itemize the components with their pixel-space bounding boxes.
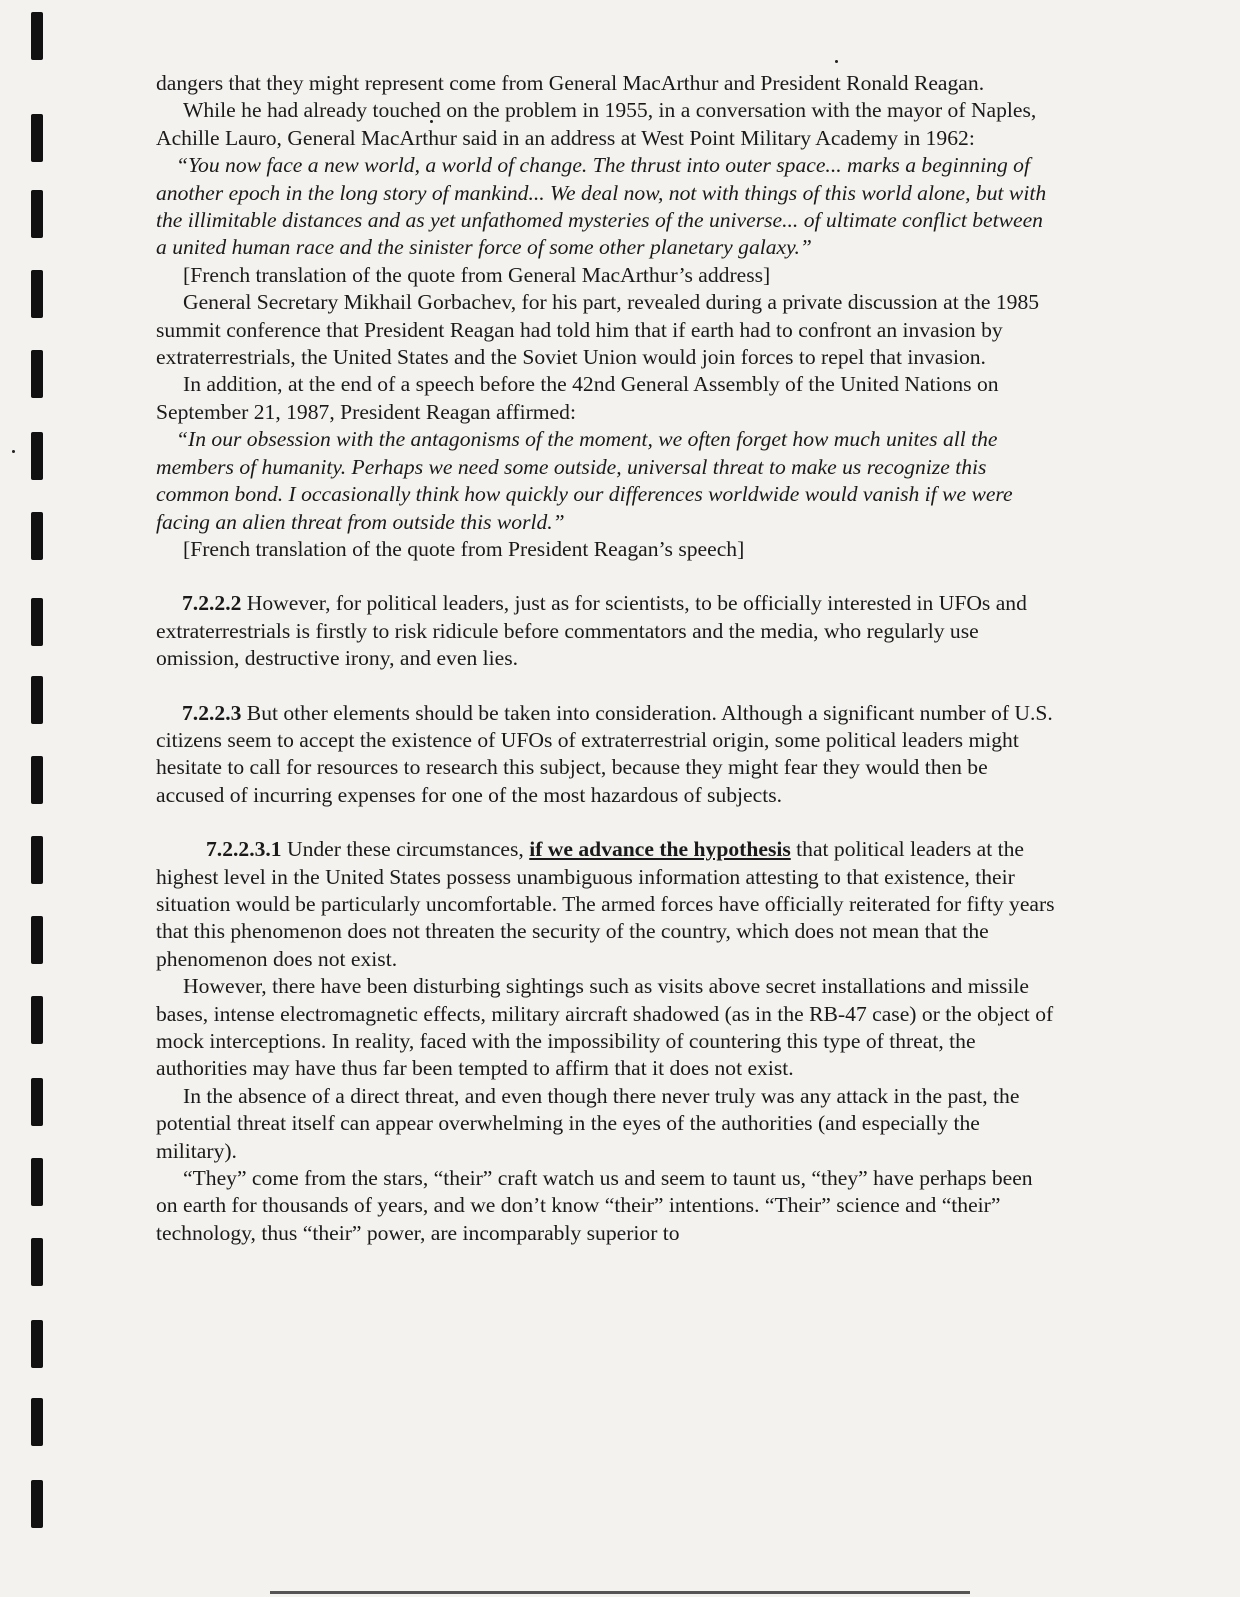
binder-hole [31, 1078, 43, 1126]
binder-hole [31, 836, 43, 884]
section-text: that political leaders at the highest level in the United States possess unambiguous information attesting to that existence, their situation would be particularly uncomfortable. The armed forces have officially reiterated for fifty years that this phenomenon does not threaten the security of the country, which does not mean that the phenomenon does not exist. [156, 837, 1055, 971]
binder-hole [31, 676, 43, 724]
binder-hole [31, 350, 43, 398]
binder-hole [31, 996, 43, 1044]
quote-reagan: “In our obsession with the antagonisms of the moment, we often forget how much unites all the members of humanity. Perhaps we need some outside, universal threat to make us recognize this common bond. I occasionally think how quickly our differences worldwide would vanish if we were facing an alien threat from outside this world.” [156, 427, 1013, 534]
bottom-edge-line [270, 1591, 970, 1594]
binder-holes [0, 0, 60, 1597]
section-number: 7.2.2.3.1 [206, 837, 282, 862]
translation-note: [French translation of the quote from President Reagan’s speech] [183, 536, 745, 561]
paragraph: In the absence of a direct threat, and even though there never truly was any attack in the past, the potential threat itself can appear overwhelming in the eyes of the authorities (and especially the military). [156, 1083, 1020, 1163]
section-text: But other elements should be taken into consideration. Although a significant number of U.S. citizens seem to accept the existence of UFOs of extraterrestrial origin, some political leaders might hesitate to call for resources to research this subject, because they might fear they would then be accused of incurring expenses for one of the most hazardous of subjects. [156, 700, 1053, 807]
section-number: 7.2.2.2 [182, 591, 242, 616]
binder-hole [31, 916, 43, 964]
scan-speck [12, 450, 15, 453]
scan-speck [835, 60, 838, 63]
binder-hole [31, 12, 43, 60]
section-text: However, for political leaders, just as for scientists, to be officially interested in UFOs and extraterrestrials is firstly to risk ridicule before commentators and the media, who regularly use omission, destructive irony, and even lies. [156, 591, 1027, 671]
binder-hole [31, 756, 43, 804]
binder-hole [31, 1158, 43, 1206]
paragraph: In addition, at the end of a speech before the 42nd General Assembly of the United Nations on September 21, 1987, President Reagan affirmed: [156, 372, 999, 424]
binder-hole [31, 270, 43, 318]
binder-hole [31, 114, 43, 162]
section-7-2-2-2 [156, 590, 1056, 672]
binder-hole [31, 432, 43, 480]
emphasized-hypothesis: if we advance the hypothesis [529, 837, 791, 862]
translation-note: [French translation of the quote from General MacArthur’s address] [183, 262, 771, 287]
binder-hole [31, 1480, 43, 1528]
paragraph: “They” come from the stars, “their” craft watch us and seem to taunt us, “they” have perhaps been on earth for thousands of years, and we don’t know “their” intentions. “Their” science and “their” technology, thus “their” power, are incomparably superior to [156, 1166, 1033, 1245]
paragraph: General Secretary Mikhail Gorbachev, for his part, revealed during a private discussion at the 1985 summit conference that President Reagan had told him that if earth had to confront an invasion by extraterrestrials, the United States and the Soviet Union would join forces to repel that invasion. [156, 290, 1040, 370]
binder-hole [31, 512, 43, 560]
binder-hole [31, 1320, 43, 1368]
section-7-2-2-3-1 [156, 836, 1056, 973]
section-number: 7.2.2.3 [182, 700, 242, 725]
quote-macarthur: “You now face a new world, a world of change. The thrust into outer space... marks a beginning of another epoch in the long story of mankind... We deal now, not with things of this world alone, but with the illimitable distances and as yet unfathomed mysteries of the universe... of ultimate conflict between a united human race and the sinister force of some other planetary galaxy.” [156, 153, 1047, 260]
binder-hole [31, 1398, 43, 1446]
page-body [156, 70, 1056, 1247]
binder-hole [31, 1238, 43, 1286]
section-7-2-2-3 [156, 700, 1056, 810]
paragraph: However, there have been disturbing sightings such as visits above secret installations and missile bases, intense electromagnetic effects, military aircraft shadowed (as in the RB-47 case) or the object of mock interceptions. In reality, faced with the impossibility of countering this type of threat, the authorities may have thus far been tempted to affirm that it does not exist. [156, 974, 1054, 1081]
binder-hole [31, 598, 43, 646]
section-text: Under these circumstances, [281, 837, 530, 862]
paragraph: While he had already touched on the problem in 1955, in a conversation with the mayor of Naples, Achille Lauro, General MacArthur said in an address at West Point Military Academy in 1962: [156, 98, 1037, 150]
paragraph: dangers that they might represent come from General MacArthur and President Ronald Reagan. [156, 71, 985, 95]
binder-hole [31, 190, 43, 238]
